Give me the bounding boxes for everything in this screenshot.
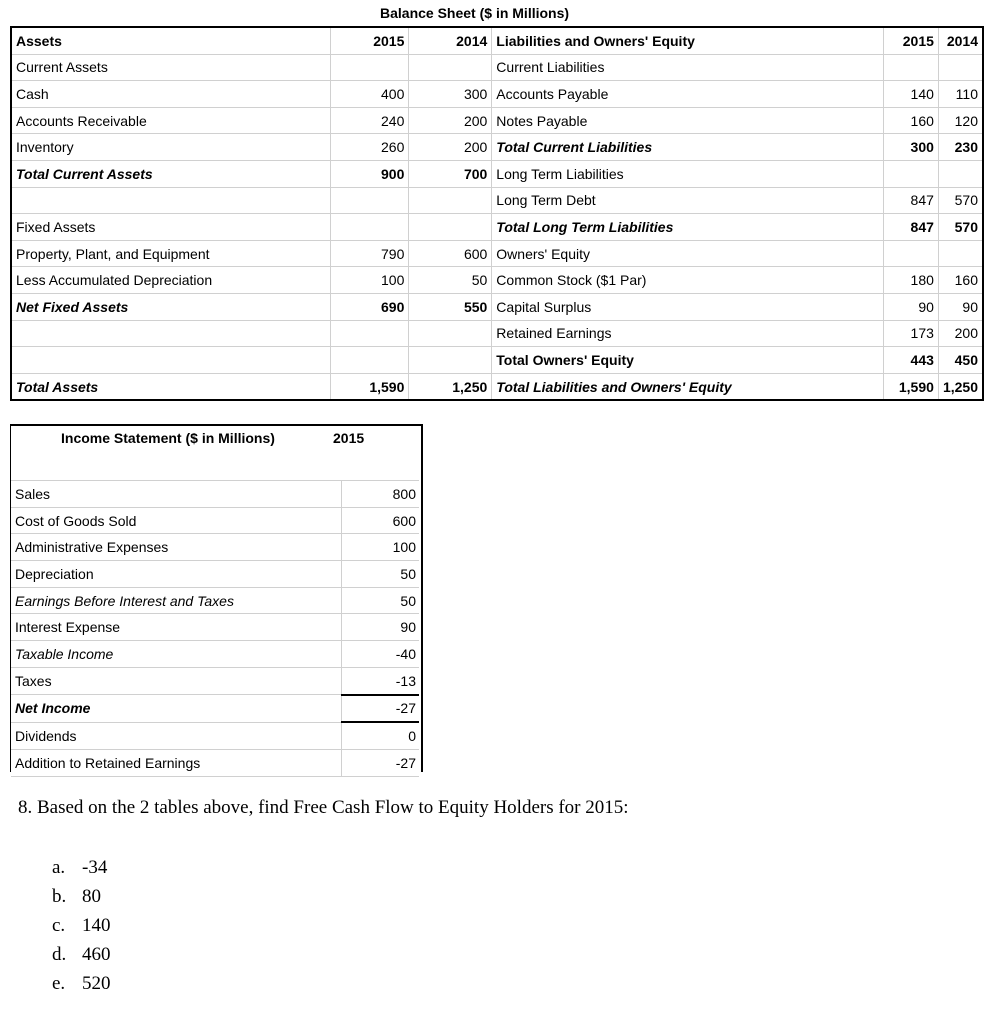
asset-2014 xyxy=(409,187,492,214)
liability-label: Total Long Term Liabilities xyxy=(492,214,884,241)
asset-2014 xyxy=(409,347,492,374)
answer-option-letter: d. xyxy=(52,944,67,965)
answer-option xyxy=(52,911,111,940)
income-statement xyxy=(10,424,423,772)
balance-sheet-title-row xyxy=(10,2,984,26)
balance-sheet-row xyxy=(11,320,983,347)
asset-label: Less Accumulated Depreciation xyxy=(11,267,331,294)
income-statement-title-row xyxy=(11,426,419,481)
liability-label: Long Term Debt xyxy=(492,187,884,214)
asset-2015: 100 xyxy=(331,267,409,294)
asset-label: Current Assets xyxy=(11,54,331,81)
answer-option xyxy=(52,882,111,911)
asset-2015: 690 xyxy=(331,293,409,320)
income-item-value: 50 xyxy=(342,587,420,614)
income-item-label: Addition to Retained Earnings xyxy=(11,749,342,776)
asset-2015: 900 xyxy=(331,160,409,187)
income-statement-row xyxy=(11,695,419,723)
asset-2015 xyxy=(331,320,409,347)
liability-2014: 110 xyxy=(938,81,983,108)
liability-2015: 443 xyxy=(884,347,939,374)
answer-option-letter: c. xyxy=(52,915,66,936)
answer-option-letter: b. xyxy=(52,886,67,907)
income-statement-row xyxy=(11,722,419,749)
liability-2014: 570 xyxy=(938,187,983,214)
liability-label: Current Liabilities xyxy=(492,54,884,81)
balance-sheet-row xyxy=(11,54,983,81)
income-statement-row xyxy=(11,587,419,614)
asset-2015 xyxy=(331,347,409,374)
liability-2014: 90 xyxy=(938,293,983,320)
balance-sheet-row xyxy=(11,107,983,134)
asset-2014: 50 xyxy=(409,267,492,294)
income-item-label: Depreciation xyxy=(11,561,342,588)
answer-option-value: 80 xyxy=(82,886,101,907)
income-item-label: Taxes xyxy=(11,667,342,694)
income-item-value: -13 xyxy=(342,667,420,694)
balance-sheet-row xyxy=(11,267,983,294)
liability-label: Retained Earnings xyxy=(492,320,884,347)
asset-2014: 1,250 xyxy=(409,373,492,400)
balance-sheet-row xyxy=(11,134,983,161)
asset-2015 xyxy=(331,214,409,241)
balance-sheet-row xyxy=(11,293,983,320)
income-item-value: 600 xyxy=(342,507,420,534)
balance-sheet-row xyxy=(11,240,983,267)
answer-option xyxy=(52,940,111,969)
balance-sheet-row xyxy=(11,347,983,374)
liability-2015: 847 xyxy=(884,187,939,214)
answer-options xyxy=(52,853,111,998)
income-item-value: 90 xyxy=(342,614,420,641)
asset-2015: 1,590 xyxy=(331,373,409,400)
answer-option-value: 140 xyxy=(82,915,111,936)
liability-label: Total Owners' Equity xyxy=(492,347,884,374)
asset-2014: 200 xyxy=(409,107,492,134)
asset-2015 xyxy=(331,187,409,214)
income-item-value: 800 xyxy=(342,481,420,507)
assets-2015-header: 2015 xyxy=(331,27,409,54)
asset-label: Fixed Assets xyxy=(11,214,331,241)
answer-option-value: -34 xyxy=(82,857,108,878)
asset-2015 xyxy=(331,54,409,81)
liability-label: Common Stock ($1 Par) xyxy=(492,267,884,294)
balance-sheet-row xyxy=(11,373,983,400)
liability-2014 xyxy=(938,240,983,267)
liability-label: Capital Surplus xyxy=(492,293,884,320)
assets-2014-header: 2014 xyxy=(409,27,492,54)
asset-2014 xyxy=(409,54,492,81)
liability-2015: 180 xyxy=(884,267,939,294)
answer-option-letter: e. xyxy=(52,973,66,994)
asset-2015: 260 xyxy=(331,134,409,161)
answer-option-value: 520 xyxy=(82,973,111,994)
liabilities-2015-header: 2015 xyxy=(884,27,939,54)
income-statement-row xyxy=(11,614,419,641)
liability-2015: 160 xyxy=(884,107,939,134)
liability-2015: 90 xyxy=(884,293,939,320)
income-item-value: 50 xyxy=(342,561,420,588)
liability-2015: 140 xyxy=(884,81,939,108)
income-item-label: Earnings Before Interest and Taxes xyxy=(11,587,342,614)
liability-2014: 200 xyxy=(938,320,983,347)
asset-2014: 550 xyxy=(409,293,492,320)
asset-2014 xyxy=(409,320,492,347)
asset-label xyxy=(11,187,331,214)
liability-label: Accounts Payable xyxy=(492,81,884,108)
liability-2014: 570 xyxy=(938,214,983,241)
liability-2014 xyxy=(938,160,983,187)
liability-2015 xyxy=(884,54,939,81)
income-statement-year: 2015 xyxy=(333,430,365,446)
income-item-label: Net Income xyxy=(11,695,342,723)
balance-sheet-title: Balance Sheet ($ in Millions) xyxy=(380,5,570,21)
asset-2014: 200 xyxy=(409,134,492,161)
liability-2015 xyxy=(884,160,939,187)
balance-sheet-row xyxy=(11,160,983,187)
income-item-value: -27 xyxy=(342,749,420,776)
answer-option-letter: a. xyxy=(52,857,66,878)
liability-label: Owners' Equity xyxy=(492,240,884,267)
asset-2015: 240 xyxy=(331,107,409,134)
answer-option-value: 460 xyxy=(82,944,111,965)
liability-2015: 847 xyxy=(884,214,939,241)
income-item-label: Sales xyxy=(11,481,342,507)
liability-label: Total Current Liabilities xyxy=(492,134,884,161)
answer-option xyxy=(52,853,111,882)
income-statement-row xyxy=(11,667,419,694)
asset-2014: 700 xyxy=(409,160,492,187)
asset-label: Net Fixed Assets xyxy=(11,293,331,320)
income-statement-row xyxy=(11,507,419,534)
balance-sheet-row xyxy=(11,81,983,108)
income-statement-row xyxy=(11,561,419,588)
liability-2015: 173 xyxy=(884,320,939,347)
assets-header: Assets xyxy=(11,27,331,54)
income-statement-row xyxy=(11,534,419,561)
asset-label: Total Assets xyxy=(11,373,331,400)
income-item-label: Dividends xyxy=(11,722,342,749)
income-item-value: -27 xyxy=(342,695,420,723)
income-statement-row xyxy=(11,641,419,668)
liability-2014: 120 xyxy=(938,107,983,134)
asset-2014: 300 xyxy=(409,81,492,108)
income-statement-table xyxy=(11,481,419,777)
liability-2014: 160 xyxy=(938,267,983,294)
liability-2015: 300 xyxy=(884,134,939,161)
liability-label: Notes Payable xyxy=(492,107,884,134)
balance-sheet-header-row xyxy=(11,27,983,54)
asset-2014: 600 xyxy=(409,240,492,267)
income-item-label: Cost of Goods Sold xyxy=(11,507,342,534)
income-item-label: Interest Expense xyxy=(11,614,342,641)
balance-sheet-row xyxy=(11,187,983,214)
asset-label: Total Current Assets xyxy=(11,160,331,187)
income-item-value: -40 xyxy=(342,641,420,668)
asset-label: Accounts Receivable xyxy=(11,107,331,134)
liability-2014 xyxy=(938,54,983,81)
liability-2014: 1,250 xyxy=(938,373,983,400)
income-item-label: Taxable Income xyxy=(11,641,342,668)
balance-sheet-row xyxy=(11,214,983,241)
income-statement-row xyxy=(11,481,419,507)
asset-label: Inventory xyxy=(11,134,331,161)
liabilities-2014-header: 2014 xyxy=(938,27,983,54)
liabilities-header: Liabilities and Owners' Equity xyxy=(492,27,884,54)
asset-label xyxy=(11,347,331,374)
income-item-label: Administrative Expenses xyxy=(11,534,342,561)
liability-2015: 1,590 xyxy=(884,373,939,400)
asset-label: Cash xyxy=(11,81,331,108)
question-text: 8. Based on the 2 tables above, find Free Cash Flow to Equity Holders for 2015: xyxy=(18,797,629,818)
liability-label: Long Term Liabilities xyxy=(492,160,884,187)
balance-sheet-table xyxy=(10,26,984,401)
income-statement-row xyxy=(11,749,419,776)
income-statement-title: Income Statement ($ in Millions) xyxy=(61,430,275,446)
income-item-value: 100 xyxy=(342,534,420,561)
asset-label xyxy=(11,320,331,347)
liability-2015 xyxy=(884,240,939,267)
liability-label: Total Liabilities and Owners' Equity xyxy=(492,373,884,400)
answer-option xyxy=(52,969,111,998)
asset-2014 xyxy=(409,214,492,241)
asset-label: Property, Plant, and Equipment xyxy=(11,240,331,267)
liability-2014: 450 xyxy=(938,347,983,374)
asset-2015: 400 xyxy=(331,81,409,108)
liability-2014: 230 xyxy=(938,134,983,161)
income-item-value: 0 xyxy=(342,722,420,749)
asset-2015: 790 xyxy=(331,240,409,267)
